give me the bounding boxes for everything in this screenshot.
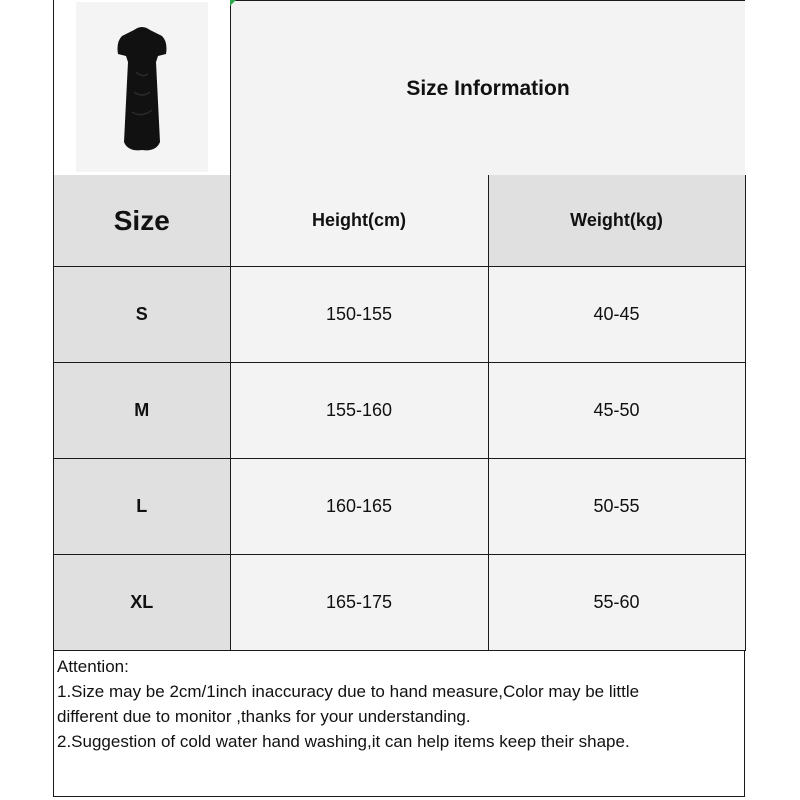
- size-cell: XL: [54, 555, 230, 651]
- table-row: [54, 363, 745, 459]
- weight-cell: 40-45: [488, 267, 745, 363]
- header-row: [54, 0, 744, 176]
- height-cell: 150-155: [230, 267, 488, 363]
- size-cell: S: [54, 267, 230, 363]
- size-column-header: Size: [54, 175, 230, 267]
- weight-column-header: Weight(kg): [488, 175, 745, 267]
- size-information-cell: [230, 0, 745, 175]
- size-chart-sheet: [53, 0, 745, 797]
- weight-cell: 55-60: [488, 555, 745, 651]
- product-image: [76, 2, 208, 172]
- size-table: [54, 175, 746, 651]
- table-row: [54, 555, 745, 651]
- weight-cell: 45-50: [488, 363, 745, 459]
- size-information-title: Size Information: [406, 77, 570, 100]
- size-cell: L: [54, 459, 230, 555]
- table-row: [54, 459, 745, 555]
- size-cell: M: [54, 363, 230, 459]
- weight-cell: 50-55: [488, 459, 745, 555]
- height-cell: 155-160: [230, 363, 488, 459]
- table-header-row: [54, 175, 745, 267]
- table-row: [54, 267, 745, 363]
- attention-line-2: different due to monitor ,thanks for your understanding.: [57, 707, 471, 726]
- attention-line-1: 1.Size may be 2cm/1inch inaccuracy due to hand measure,Color may be little: [57, 682, 640, 701]
- height-cell: 160-165: [230, 459, 488, 555]
- attention-notes: [54, 650, 745, 797]
- cell-corner-marker: [230, 0, 236, 6]
- product-thumbnail-cell: [54, 0, 230, 175]
- dress-icon: [76, 2, 208, 172]
- attention-heading: Attention:: [57, 657, 129, 676]
- height-column-header: Height(cm): [230, 175, 488, 267]
- attention-line-3: 2.Suggestion of cold water hand washing,it can help items keep their shape.: [57, 732, 630, 751]
- height-cell: 165-175: [230, 555, 488, 651]
